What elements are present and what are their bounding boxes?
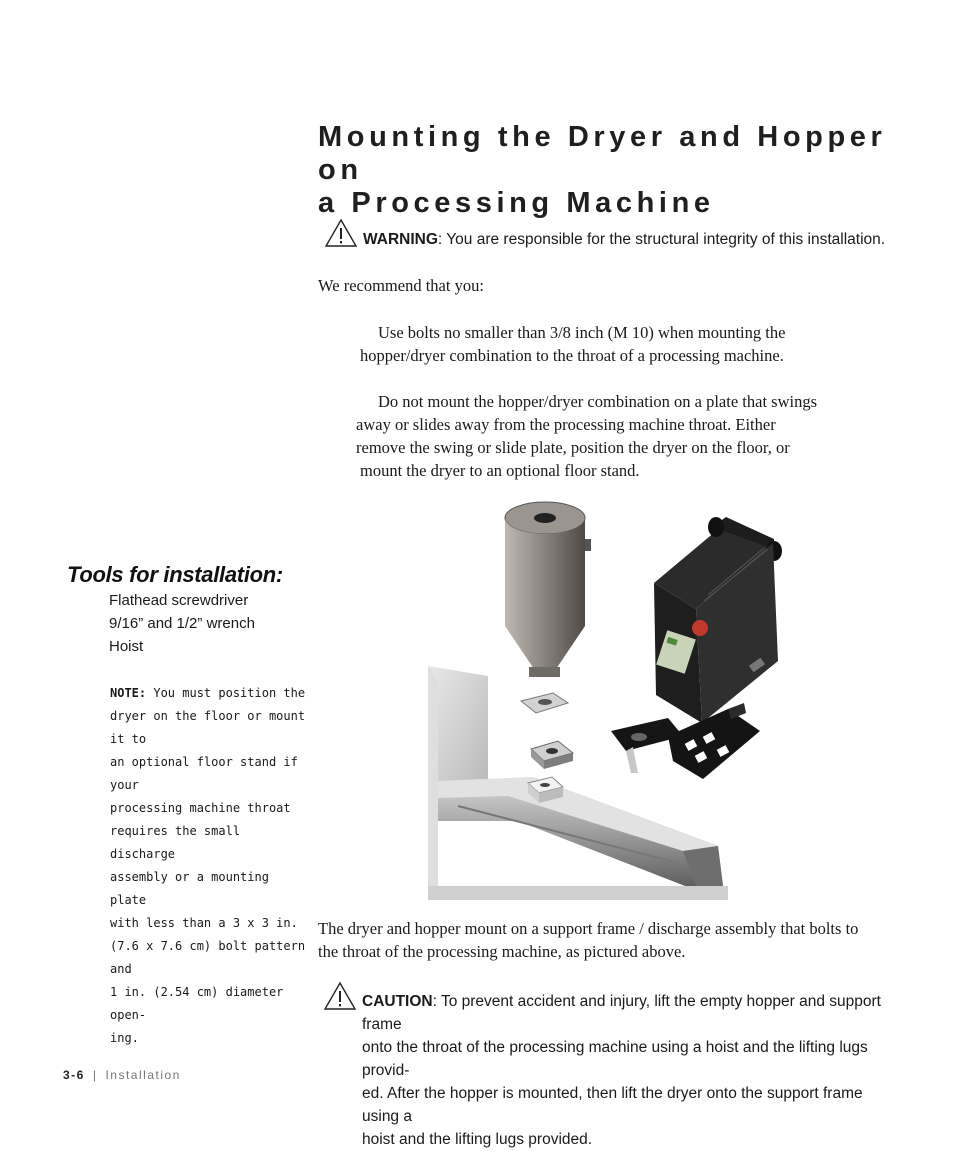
tool-item: 9/16” and 1/2” wrench: [109, 615, 255, 632]
warning-triangle-icon: [324, 218, 358, 248]
tool-item: Hoist: [109, 638, 144, 655]
rec2-line-2: away or slides away from the processing machine throat. Either: [356, 415, 776, 434]
note-label: NOTE:: [110, 686, 147, 700]
note-line: an optional floor stand if your: [110, 755, 298, 792]
caution-line-3: ed. After the hopper is mounted, then lift the dryer onto the support frame using a: [362, 1085, 863, 1125]
tools-heading: Tools for installation:: [67, 562, 283, 587]
rec2-line-4: mount the dryer to an optional floor stand.: [360, 461, 640, 480]
note-line: with less than a 3 x 3 in.: [110, 916, 298, 930]
caption-line-2: the throat of the processing machine, as pictured above.: [318, 942, 686, 961]
recommend-intro: We recommend that you:: [318, 276, 484, 295]
note-line: You must position the: [146, 686, 306, 700]
caution-text: [362, 990, 887, 1151]
caution-label: CAUTION: [362, 993, 433, 1010]
note-line: assembly or a mounting plate: [110, 870, 269, 907]
caution-line-4: hoist and the lifting lugs provided.: [362, 1131, 593, 1148]
installation-note: [110, 682, 310, 1050]
page-footer: [63, 1068, 181, 1082]
warning-label: WARNING: [363, 231, 438, 248]
page-number: 3-6: [63, 1068, 85, 1082]
note-line: processing machine throat: [110, 801, 291, 815]
rec2-line-3: remove the swing or slide plate, position the dryer on the floor, or: [356, 438, 790, 457]
warning-body: : You are responsible for the structural integrity of this installation.: [437, 231, 886, 248]
page-title: [318, 121, 918, 220]
note-line: ing.: [110, 1031, 139, 1045]
figure-caption: [318, 917, 898, 963]
dryer-hopper-illustration: [428, 491, 856, 900]
title-line-1: Mounting the Dryer and Hopper on: [318, 121, 887, 186]
section-name: Installation: [105, 1068, 181, 1082]
rec1-line-1: Use bolts no smaller than 3/8 inch (M 10) when mounting the: [378, 323, 786, 342]
recommendation-1: [360, 321, 860, 367]
title-line-2: a Processing Machine: [318, 187, 715, 219]
note-line: dryer on the floor or mount it to: [110, 709, 306, 746]
note-line: requires the small discharge: [110, 824, 241, 861]
caution-triangle-icon: [323, 981, 357, 1011]
rec2-line-1: Do not mount the hopper/dryer combination on a plate that swings: [378, 392, 817, 411]
caution-line-2: onto the throat of the processing machine using a hoist and the lifting lugs provid-: [362, 1039, 868, 1079]
note-line: (7.6 x 7.6 cm) bolt pattern and: [110, 939, 306, 976]
recommendation-2: [356, 390, 856, 482]
warning-text: [363, 229, 923, 251]
note-line: 1 in. (2.54 cm) diameter open-: [110, 985, 284, 1022]
tool-item: Flathead screwdriver: [109, 592, 249, 609]
tools-list: [109, 589, 255, 658]
caption-line-1: The dryer and hopper mount on a support frame / discharge assembly that bolts to: [318, 919, 859, 938]
footer-separator: |: [92, 1068, 98, 1082]
rec1-line-2: hopper/dryer combination to the throat of a processing machine.: [360, 346, 784, 365]
caution-line-1: : To prevent accident and injury, lift the empty hopper and support frame: [362, 993, 881, 1033]
